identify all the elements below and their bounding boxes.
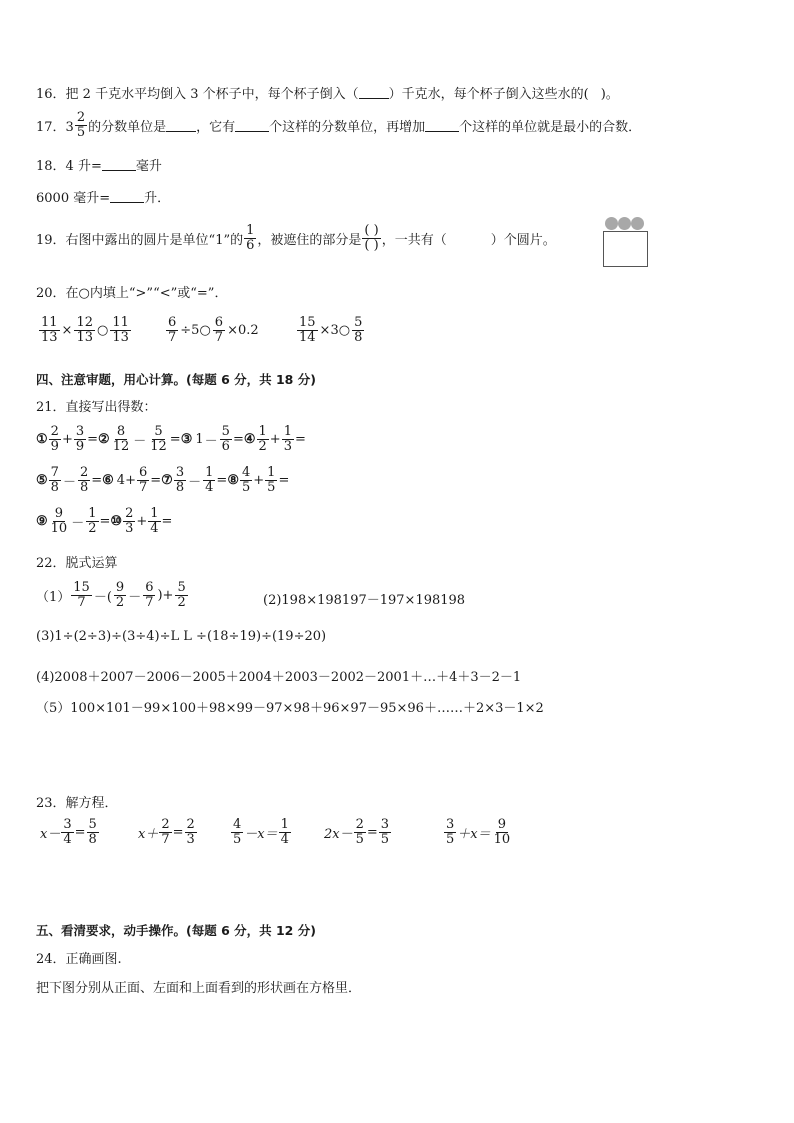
q23-equation-3 [230, 818, 292, 846]
denominator: 8 [88, 831, 97, 847]
answer-blank[interactable] [102, 158, 136, 171]
question-16 [36, 83, 619, 102]
fraction [39, 316, 60, 344]
denominator: 8 [79, 479, 89, 495]
denominator: 9 [75, 438, 85, 454]
numerator: 15 [299, 315, 316, 330]
numerator: 5 [354, 315, 363, 330]
section-5-heading [36, 921, 316, 939]
operator: ÷5○ [180, 322, 211, 338]
numerator: 4 [233, 817, 242, 832]
fraction [49, 507, 70, 535]
numerator: 2 [125, 506, 134, 521]
problem-3-text: (3)1÷(2÷3)÷(3÷4)÷L L ÷(18÷19)÷(19÷20) [36, 629, 327, 644]
numerator: 5 [88, 817, 97, 832]
numerator: 4 [241, 465, 251, 480]
denominator: 4 [280, 831, 289, 847]
numerator: 6 [145, 580, 154, 595]
operator: × [61, 322, 73, 338]
denominator: 2 [88, 520, 97, 536]
section-5-title: 五、看清要求，动手操作。(每题 6 分，共 12 分) [36, 923, 316, 938]
denominator: 6 [221, 438, 230, 454]
equation-lhs: 2x－ [324, 826, 353, 842]
question-18-line-2 [36, 187, 170, 206]
q18-text-b: 毫升 [135, 159, 162, 174]
fraction [185, 818, 197, 846]
numerator: 12 [76, 315, 93, 330]
q16-end: )。 [600, 87, 619, 102]
equation-mid: －x＝ [244, 826, 278, 842]
fraction [61, 818, 73, 846]
numerator: 1 [267, 465, 276, 480]
answer-blank[interactable] [166, 119, 196, 132]
compare-circle[interactable]: ○ [97, 322, 109, 338]
denominator: 6 [246, 237, 255, 253]
q20-expression-1 [38, 316, 132, 344]
numerator: 2 [76, 110, 86, 125]
fraction [166, 316, 178, 344]
question-24-body [36, 977, 361, 996]
denominator: 7 [138, 479, 148, 495]
denominator: 5 [233, 831, 242, 847]
denominator: 9 [50, 438, 59, 454]
item-number: ⑩ [110, 513, 123, 529]
fraction [143, 581, 155, 609]
numerator: 1 [150, 506, 159, 521]
fraction [159, 818, 171, 846]
item-number: ② [98, 431, 110, 447]
fraction [244, 224, 256, 252]
numerator: 2 [355, 817, 364, 832]
question-17 [36, 111, 641, 139]
fraction [444, 818, 456, 846]
q20-expression-3 [296, 316, 365, 344]
numerator: 5 [221, 424, 230, 439]
question-22-title [36, 552, 118, 571]
problem-4-text: (4)2008＋2007－2006－2005＋2004＋2003－2002－2001＋…＋4＋3－2－1 [36, 670, 522, 685]
numerator: 9 [497, 817, 507, 832]
denominator: 5 [355, 831, 364, 847]
equation-lhs: x＋ [138, 826, 159, 842]
numerator: 2 [186, 817, 195, 832]
q21-row-1: ① $\frac{2}{9}$ + $\frac{3}{9}$ = ② $\frac{8}{12}$ － $\frac{5}{12}$ = ③ 1 － $\frac{5}{6}$ = ④ $\frac{1}{2}$ + $\frac{1}{3}$ = [36, 424, 306, 454]
q22-problem-4 [36, 666, 521, 685]
denominator: 4 [205, 479, 214, 495]
denominator: 3 [186, 831, 195, 847]
answer-blank[interactable] [235, 119, 269, 132]
fraction [240, 466, 252, 494]
numerator: 1 [246, 223, 255, 238]
fraction [123, 507, 135, 535]
question-23-title [36, 792, 118, 811]
q18-text-c: 6000 毫升= [36, 191, 111, 206]
fraction [78, 466, 90, 494]
denominator: 13 [112, 329, 129, 345]
numerator: 1 [205, 465, 214, 480]
fraction [265, 466, 277, 494]
item-number: ⑤ [36, 472, 48, 488]
denominator: 5 [76, 124, 86, 140]
denominator: 7 [145, 594, 154, 610]
denominator-blank[interactable]: ( ) [364, 237, 379, 253]
q22-title: 22．脱式运算 [36, 556, 118, 571]
fraction [110, 316, 131, 344]
q21-row-3: ⑨ $\frac{9}{10}$ － $\frac{1}{2}$ = ⑩ $\frac{2}{3}$ + $\frac{1}{4}$ = [36, 506, 173, 536]
q21-row-2: ⑤ $\frac{7}{8}$ － $\frac{2}{8}$ = ⑥ 4 + $\frac{6}{7}$ = ⑦ $\frac{3}{8}$ － $\frac{1}{4}$ = ⑧ $\frac{4}{5}$ + $\frac{1}{5}$ = [36, 465, 290, 495]
fraction [231, 818, 243, 846]
fraction [49, 425, 61, 453]
numerator: 3 [446, 817, 455, 832]
denominator: 2 [115, 594, 125, 610]
denominator: 8 [354, 329, 363, 345]
item-number: ③ [180, 431, 193, 447]
denominator: 14 [299, 329, 316, 345]
problem-5-text: （5）100×101－99×100＋98×99－97×98＋96×97－95×96＋……＋2×3－1×2 [36, 701, 544, 716]
denominator: 13 [76, 329, 93, 345]
q23-equation-5 [443, 818, 513, 846]
numerator: 11 [41, 315, 58, 330]
section-4-heading [36, 370, 316, 388]
fraction [297, 316, 318, 344]
denominator: 8 [175, 479, 185, 495]
denominator: 7 [168, 329, 177, 345]
numerator: 6 [168, 315, 177, 330]
item-number: ⑥ [102, 472, 114, 488]
item-number: ⑦ [161, 472, 173, 488]
fraction [111, 425, 132, 453]
item-number: ⑧ [227, 472, 239, 488]
numerator: 2 [161, 817, 170, 832]
q16-prefix: 16．把 2 千克水平均倒入 3 个杯子中，每个杯子倒入（ [36, 87, 359, 102]
q23-title: 23．解方程． [36, 796, 118, 811]
section-4-title: 四、注意审题，用心计算。(每题 6 分，共 18 分) [36, 372, 316, 387]
answer-blank[interactable] [425, 119, 459, 132]
fraction [352, 316, 364, 344]
circle-piece-icon [631, 217, 644, 230]
denominator: 5 [446, 831, 455, 847]
numerator: 3 [175, 465, 185, 480]
fraction [175, 581, 187, 609]
denominator: 8 [50, 479, 59, 495]
q21-title: 21．直接写出得数： [36, 400, 157, 415]
fraction [74, 316, 95, 344]
q18-text-a: 18．4 升= [36, 159, 102, 174]
q23-equation-1: x－ $\frac{3}{4}$ = $\frac{5}{8}$ [40, 817, 97, 847]
fraction [49, 466, 61, 494]
numerator: 9 [54, 506, 64, 521]
numerator: 2 [79, 465, 89, 480]
equation-lhs: x－ [40, 826, 61, 842]
numerator: 9 [115, 580, 125, 595]
denominator: 7 [214, 329, 224, 345]
q20-expression-2 [165, 316, 260, 344]
q17-text-4: 个这样的单位就是最小的合数． [459, 119, 642, 135]
numerator: 6 [214, 315, 224, 330]
q20-title: 20．在○内填上“>”“<”或“=”． [36, 286, 228, 301]
numerator-blank[interactable]: ( ) [364, 223, 379, 238]
q19-text-a: 19．右图中露出的圆片是单位“1”的 [36, 232, 244, 248]
question-19 [36, 224, 556, 252]
answer-blank[interactable] [359, 86, 389, 99]
numerator: 15 [73, 580, 90, 595]
numerator: 1 [88, 506, 97, 521]
fraction [86, 507, 98, 535]
numerator: 7 [50, 465, 59, 480]
question-18-line-1 [36, 155, 162, 174]
fraction [257, 425, 269, 453]
q24-instructions: 把下图分别从正面、左面和上面看到的形状画在方格里． [36, 981, 362, 996]
numerator: 2 [50, 424, 59, 439]
numerator: 11 [112, 315, 129, 330]
fraction [279, 818, 291, 846]
denominator: 5 [380, 831, 390, 847]
numerator: 6 [138, 465, 148, 480]
whole-number: 1 [195, 431, 204, 447]
fraction [148, 507, 160, 535]
question-24-title [36, 948, 122, 967]
fraction [379, 818, 391, 846]
numerator: 5 [177, 580, 186, 595]
problem-number: （1） [36, 589, 71, 605]
item-number: ④ [243, 431, 256, 447]
denominator: 3 [283, 438, 292, 454]
equation-mid: ＋x＝ [457, 826, 491, 842]
denominator: 2 [177, 594, 186, 610]
denominator: 7 [161, 831, 170, 847]
fraction [282, 425, 294, 453]
denominator: 5 [241, 479, 251, 495]
circle-piece-icon [605, 217, 618, 230]
q22-problem-1: （1） $\frac{15}{7}$ －( $\frac{9}{2}$ － $\frac{6}{7}$ )+ $\frac{5}{2}$ [36, 580, 186, 610]
whole-number: 4 [116, 472, 126, 488]
circle-piece-icon [618, 217, 631, 230]
q16-mid: ）千克水，每个杯子倒入这些水的( [388, 87, 589, 102]
numerator: 3 [380, 817, 390, 832]
denominator: 10 [493, 831, 511, 847]
denominator: 4 [63, 831, 72, 847]
answer-fraction[interactable] [362, 224, 380, 252]
fraction [203, 466, 215, 494]
fraction [148, 425, 169, 453]
denominator: 12 [150, 438, 167, 454]
q19-text-b: ，被遮住的部分是 [257, 232, 362, 248]
q17-text-2: ，它有 [196, 119, 236, 135]
fraction [213, 316, 225, 344]
answer-blank[interactable] [110, 190, 144, 203]
covering-box [603, 231, 648, 267]
numerator: 1 [280, 817, 289, 832]
denominator: 4 [150, 520, 159, 536]
q17-prefix: 17．3 [36, 119, 74, 135]
denominator: 2 [258, 438, 267, 454]
question-20-title [36, 282, 227, 301]
q22-problem-3 [36, 629, 326, 644]
operator: ×0.2 [227, 322, 259, 338]
numerator: 5 [154, 424, 163, 439]
q19-text-c: ，一共有（ [381, 232, 447, 248]
q17-text-1: 的分数单位是 [88, 119, 167, 135]
fraction [220, 425, 232, 453]
fraction [174, 466, 186, 494]
denominator: 7 [77, 594, 86, 610]
denominator: 5 [267, 479, 276, 495]
operator: ×3○ [319, 322, 351, 338]
fraction [492, 818, 513, 846]
numerator: 3 [63, 817, 72, 832]
q17-text-3: 个这样的分数单位，再增加 [269, 119, 426, 135]
q22-problem-5 [36, 697, 544, 716]
numerator: 1 [283, 424, 292, 439]
denominator: 13 [41, 329, 58, 345]
numerator: 1 [258, 424, 267, 439]
fraction [75, 111, 87, 139]
item-number: ① [36, 431, 48, 447]
q24-title: 24．正确画图. [36, 952, 122, 967]
problem-2-text: (2)198×198197－197×198198 [263, 593, 466, 608]
item-number: ⑨ [36, 513, 48, 529]
fraction [354, 818, 366, 846]
q19-text-d: ）个圆片。 [490, 232, 556, 248]
fraction [137, 466, 149, 494]
question-21-title [36, 396, 157, 415]
fraction [114, 581, 126, 609]
q23-equation-2: x＋ $\frac{2}{7}$ = $\frac{2}{3}$ [138, 817, 195, 847]
q23-equation-4: 2x－ $\frac{2}{5}$ = $\frac{3}{5}$ [324, 817, 390, 847]
numerator: 8 [116, 424, 126, 439]
fraction [74, 425, 86, 453]
fraction [87, 818, 99, 846]
fraction [71, 581, 92, 609]
denominator: 10 [50, 520, 68, 536]
denominator: 12 [112, 438, 130, 454]
q18-text-d: 升． [144, 191, 171, 206]
denominator: 3 [125, 520, 134, 536]
numerator: 3 [75, 424, 85, 439]
q22-problem-2 [263, 589, 465, 608]
